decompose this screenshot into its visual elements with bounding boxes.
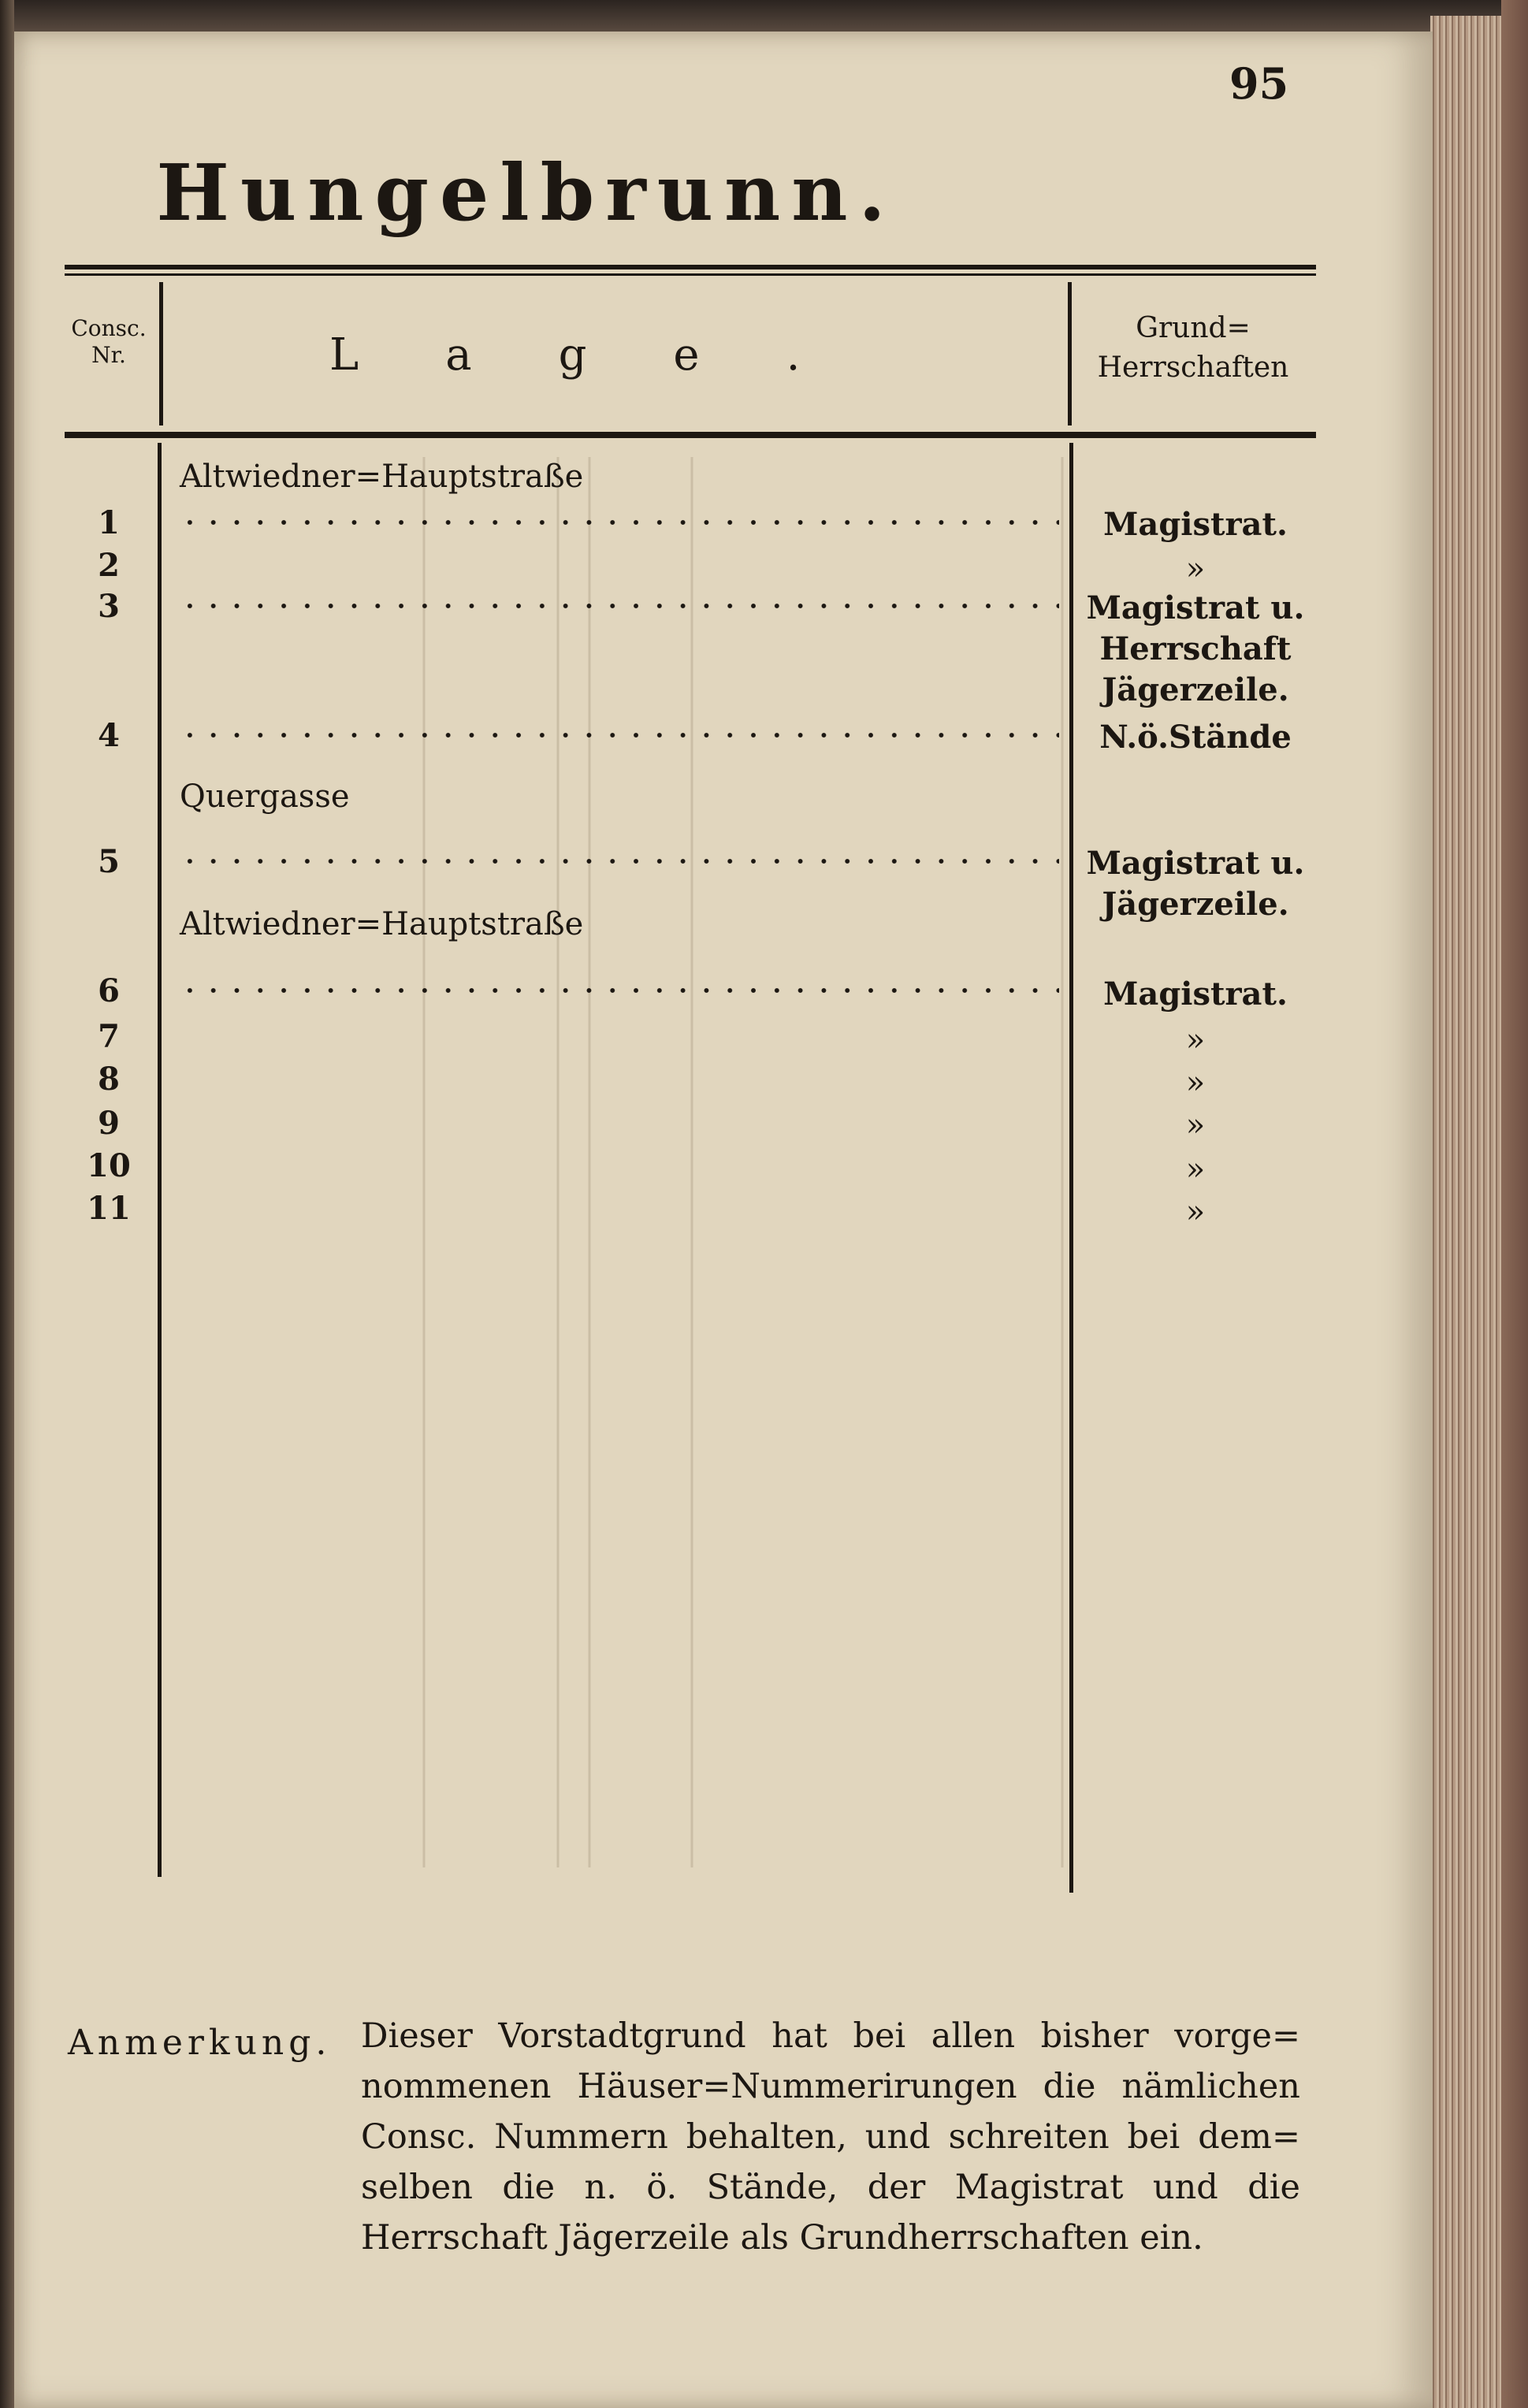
owner-line: Jägerzeile. bbox=[1102, 886, 1289, 923]
note-line: Consc. Nummern behalten, und schreiten bei dem= bbox=[361, 2117, 1300, 2157]
header-divider-right bbox=[1068, 282, 1072, 425]
grundherrschaft bbox=[1075, 1062, 1316, 1103]
owner-line: Jägerzeile. bbox=[1102, 671, 1289, 708]
consc-number: 3 bbox=[98, 588, 120, 625]
column-divider-right bbox=[1069, 443, 1073, 1893]
dot-leader bbox=[178, 987, 1059, 994]
column-divider-left bbox=[158, 443, 162, 1877]
dot-leader bbox=[178, 602, 1059, 610]
consc-number: 9 bbox=[98, 1105, 120, 1142]
owner-line: Magistrat. bbox=[1103, 975, 1288, 1013]
grundherrschaft bbox=[1075, 1020, 1316, 1061]
consc-number: 11 bbox=[87, 1190, 131, 1227]
dot-leader bbox=[178, 857, 1059, 865]
owner-line: » bbox=[1185, 1022, 1206, 1058]
grundherrschaft bbox=[1075, 548, 1316, 589]
header-herrschaften-label: Herrschaften bbox=[1097, 351, 1289, 384]
owner-line: N.ö.Stände bbox=[1099, 719, 1292, 756]
book-page bbox=[14, 32, 1433, 2408]
owner-line: Magistrat u. bbox=[1086, 589, 1305, 626]
consc-number: 1 bbox=[98, 504, 120, 541]
header-grund-label: Grund= bbox=[1136, 312, 1251, 344]
header-rule-bottom bbox=[65, 432, 1316, 438]
header-rule-top bbox=[65, 265, 1316, 269]
grundherrschaft bbox=[1075, 588, 1316, 711]
owner-line: » bbox=[1185, 1151, 1206, 1187]
consc-number: 6 bbox=[98, 972, 120, 1009]
street-heading: Altwiedner=Hauptstraße bbox=[180, 459, 584, 495]
header-consc-nr bbox=[61, 315, 156, 369]
note-label: Anmerkung. bbox=[68, 2023, 332, 2063]
dot-leader bbox=[178, 518, 1059, 526]
header-divider-left bbox=[159, 282, 163, 425]
street-heading: Quergasse bbox=[180, 779, 350, 815]
note-line: Dieser Vorstadtgrund hat bei allen bisher vorge= bbox=[361, 2016, 1300, 2056]
owner-line: » bbox=[1185, 551, 1206, 587]
header-grundherrschaften bbox=[1075, 309, 1311, 388]
consc-number: 8 bbox=[98, 1061, 120, 1098]
grundherrschaft bbox=[1075, 1149, 1316, 1190]
owner-line: » bbox=[1185, 1065, 1206, 1101]
page-number: 95 bbox=[1229, 58, 1289, 109]
consc-number: 5 bbox=[98, 843, 120, 880]
book-spine-shadow bbox=[0, 0, 14, 2408]
page-title: Hungelbrunn. bbox=[156, 148, 897, 239]
grundherrschaft bbox=[1075, 974, 1316, 1015]
header-consc-label: Consc. bbox=[71, 315, 147, 341]
street-heading: Altwiedner=Hauptstraße bbox=[180, 906, 584, 942]
grundherrschaft bbox=[1075, 504, 1316, 545]
consc-number: 4 bbox=[98, 717, 120, 754]
owner-line: » bbox=[1185, 1194, 1206, 1230]
grundherrschaft bbox=[1075, 843, 1316, 925]
note-line: Herrschaft Jägerzeile als Grundherrschaften ein. bbox=[361, 2218, 1203, 2258]
owner-line: Magistrat u. bbox=[1086, 845, 1305, 882]
header-rule-top-thin bbox=[65, 273, 1316, 276]
consc-number: 10 bbox=[87, 1147, 131, 1184]
book-cover-edge bbox=[1501, 0, 1528, 2408]
note-text bbox=[361, 2011, 1300, 2263]
owner-line: Magistrat. bbox=[1103, 506, 1288, 543]
dot-leader bbox=[178, 731, 1059, 739]
grundherrschaft bbox=[1075, 717, 1316, 758]
consc-number: 7 bbox=[98, 1018, 120, 1055]
owner-line: Herrschaft bbox=[1099, 630, 1292, 667]
owner-line: » bbox=[1185, 1107, 1206, 1143]
note-line: selben die n. ö. Stände, der Magistrat und die bbox=[361, 2168, 1300, 2207]
grundherrschaft bbox=[1075, 1191, 1316, 1232]
consc-number: 2 bbox=[98, 547, 120, 584]
book-top-edge bbox=[0, 0, 1528, 33]
note-line: nommenen Häuser=Nummerirungen die nämlichen bbox=[361, 2067, 1300, 2106]
header-nr-label: Nr. bbox=[91, 342, 126, 368]
grundherrschaft bbox=[1075, 1105, 1316, 1146]
header-lage: Lage. bbox=[329, 329, 887, 381]
